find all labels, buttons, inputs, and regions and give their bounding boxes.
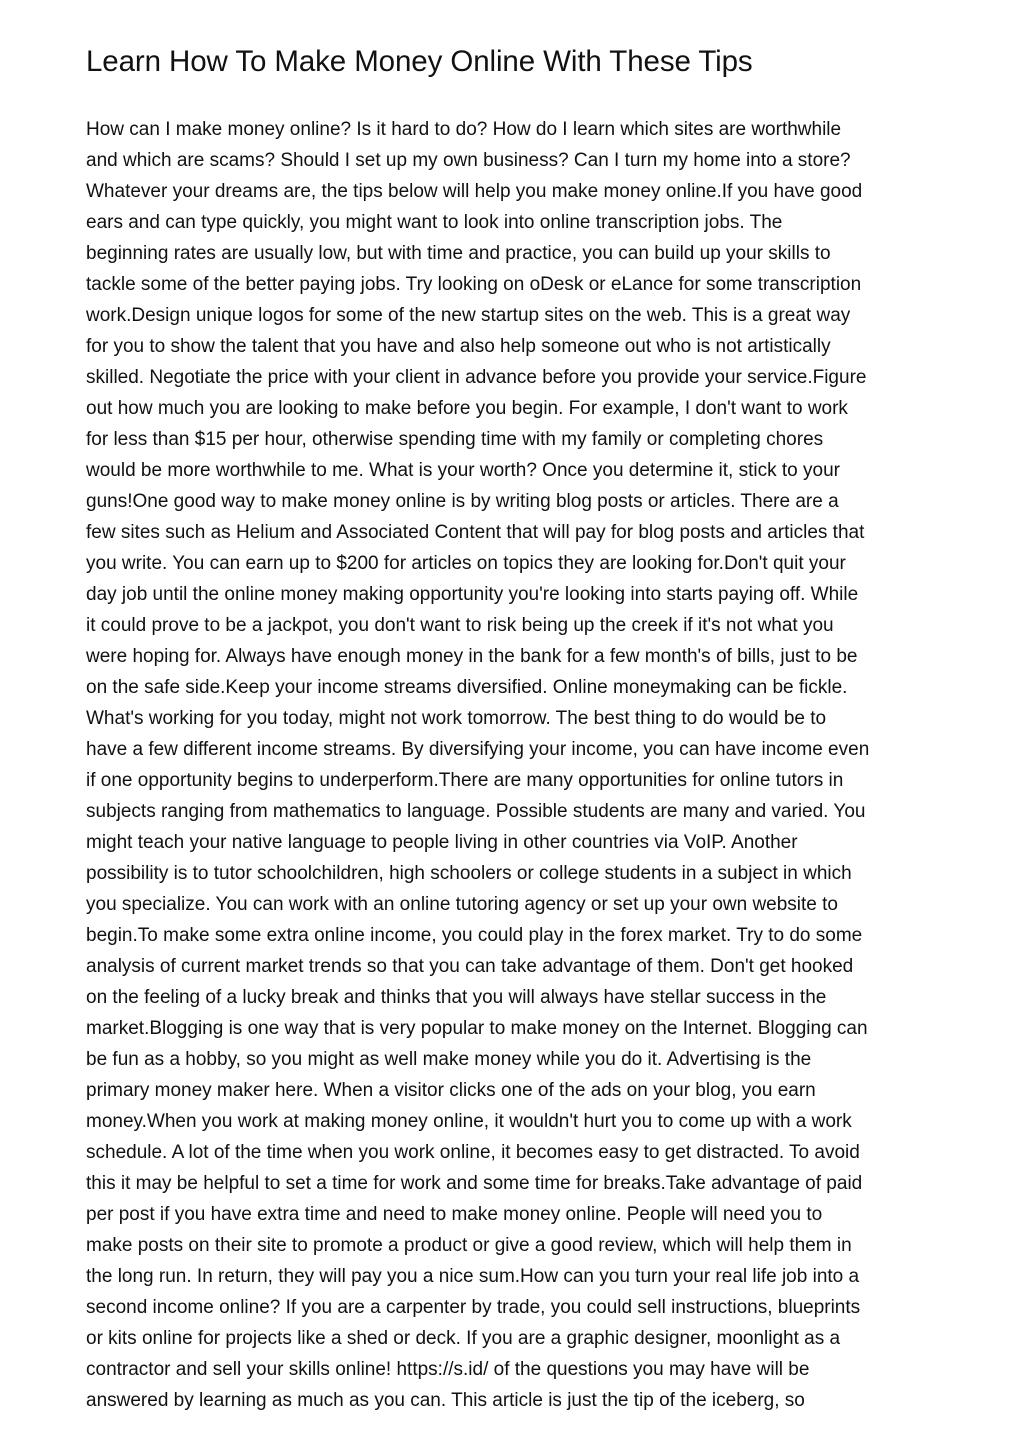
body-line: for less than $15 per hour, otherwise spending time with my family or completing chores xyxy=(86,429,824,450)
body-line: make posts on their site to promote a product or give a good review, which will help them in xyxy=(86,1235,852,1256)
body-line: primary money maker here. When a visitor clicks one of the ads on your blog, you earn xyxy=(86,1080,816,1101)
body-line: or kits online for projects like a shed or deck. If you are a graphic designer, moonlight as a xyxy=(86,1328,841,1349)
body-line: if one opportunity begins to underperform.There are many opportunities for online tutors in xyxy=(86,770,844,791)
body-line: second income online? If you are a carpenter by trade, you could sell instructions, blueprints xyxy=(86,1297,861,1318)
body-line: were hoping for. Always have enough money in the bank for a few month's of bills, just to be xyxy=(86,646,858,667)
body-line: day job until the online money making opportunity you're looking into starts paying off. While xyxy=(86,584,859,605)
body-line: contractor and sell your skills online! https://s.id/ of the questions you may have will be xyxy=(86,1359,810,1380)
body-line: answered by learning as much as you can. This article is just the tip of the iceberg, so xyxy=(86,1390,805,1411)
body-line: you write. You can earn up to $200 for articles on topics they are looking for.Don't quit your xyxy=(86,553,846,574)
body-line: possibility is to tutor schoolchildren, high schoolers or college students in a subject in which xyxy=(86,863,852,884)
body-line: subjects ranging from mathematics to language. Possible students are many and varied. You xyxy=(86,801,866,822)
body-line: might teach your native language to people living in other countries via VoIP. Another xyxy=(86,832,798,853)
body-line: for you to show the talent that you have and also help someone out who is not artistically xyxy=(86,336,831,357)
body-line: few sites such as Helium and Associated Content that will pay for blog posts and articles that xyxy=(86,522,865,543)
body-line: guns!One good way to make money online is by writing blog posts or articles. There are a xyxy=(86,491,839,512)
document-title: Learn How To Make Money Online With These Tips xyxy=(86,45,753,78)
body-line: you specialize. You can work with an online tutoring agency or set up your own website to xyxy=(86,894,839,915)
body-line: Whatever your dreams are, the tips below will help you make money online.If you have good xyxy=(86,181,863,202)
body-line: ears and can type quickly, you might want to look into online transcription jobs. The xyxy=(86,212,783,233)
body-line: analysis of current market trends so that you can take advantage of them. Don't get hooked xyxy=(86,956,854,977)
body-line: it could prove to be a jackpot, you don't want to risk being up the creek if it's not what you xyxy=(86,615,834,636)
body-line: How can I make money online? Is it hard to do? How do I learn which sites are worthwhile xyxy=(86,119,842,140)
body-line: have a few different income streams. By diversifying your income, you can have income even xyxy=(86,739,870,760)
body-line: the long run. In return, they will pay you a nice sum.How can you turn your real life job into a xyxy=(86,1266,860,1287)
body-line: on the feeling of a lucky break and thinks that you will always have stellar success in the xyxy=(86,987,827,1008)
body-line: be fun as a hobby, so you might as well make money while you do it. Advertising is the xyxy=(86,1049,812,1070)
body-line: per post if you have extra time and need to make money online. People will need you to xyxy=(86,1204,823,1225)
body-line: What's working for you today, might not work tomorrow. The best thing to do would be to xyxy=(86,708,827,729)
body-line: work.Design unique logos for some of the new startup sites on the web. This is a great way xyxy=(86,305,851,326)
body-line: this it may be helpful to set a time for work and some time for breaks.Take advantage of paid xyxy=(86,1173,863,1194)
body-line: skilled. Negotiate the price with your client in advance before you provide your service.Figure xyxy=(86,367,867,388)
body-line: schedule. A lot of the time when you work online, it becomes easy to get distracted. To avoid xyxy=(86,1142,860,1163)
body-line: tackle some of the better paying jobs. Try looking on oDesk or eLance for some transcription xyxy=(86,274,862,295)
body-line: and which are scams? Should I set up my own business? Can I turn my home into a store? xyxy=(86,150,851,171)
body-line: market.Blogging is one way that is very popular to make money on the Internet. Blogging can xyxy=(86,1018,868,1039)
body-line: money.When you work at making money online, it wouldn't hurt you to come up with a work xyxy=(86,1111,852,1132)
body-line: begin.To make some extra online income, you could play in the forex market. Try to do some xyxy=(86,925,863,946)
body-line: would be more worthwhile to me. What is your worth? Once you determine it, stick to your xyxy=(86,460,840,481)
article-body xyxy=(86,114,966,1416)
body-line: beginning rates are usually low, but with time and practice, you can build up your skills to xyxy=(86,243,831,264)
body-line: out how much you are looking to make before you begin. For example, I don't want to work xyxy=(86,398,848,419)
body-line: on the safe side.Keep your income streams diversified. Online moneymaking can be fickle. xyxy=(86,677,848,698)
